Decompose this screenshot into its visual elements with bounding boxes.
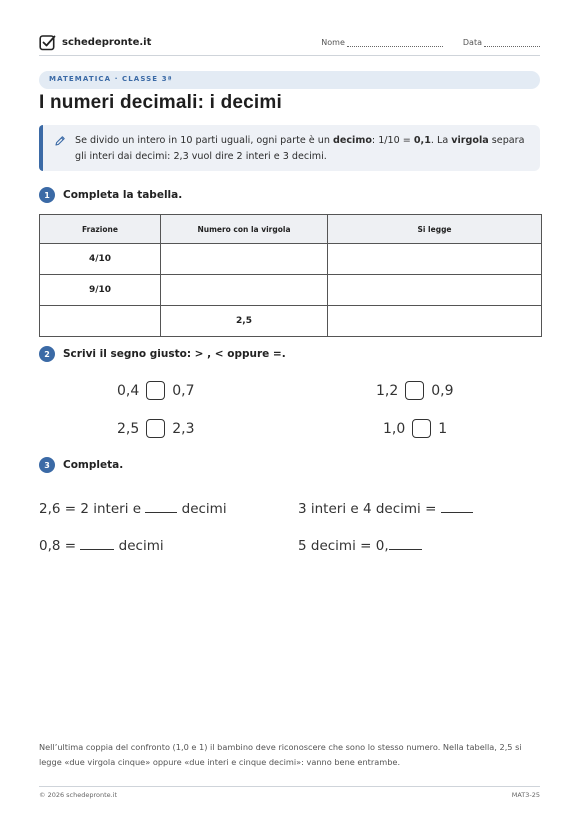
table-row: [40, 244, 542, 275]
footer-copyright: © 2026 schedepronte.it: [39, 791, 118, 799]
answer-box[interactable]: [146, 419, 165, 438]
section-2-heading: [39, 346, 286, 362]
answer-box[interactable]: [146, 381, 165, 400]
info-accent-bar: [39, 125, 43, 171]
name-label: Nome: [321, 37, 345, 47]
term-virgola: virgola: [451, 135, 489, 146]
term-decimo: decimo: [332, 135, 372, 146]
answer-blank[interactable]: [389, 537, 422, 550]
table-row: [40, 306, 542, 337]
answer-box[interactable]: [412, 419, 431, 438]
subject-badge: [39, 71, 540, 89]
section-number: 2: [39, 346, 55, 362]
table-cell-answer[interactable]: [328, 244, 542, 275]
header-divider: [39, 55, 540, 56]
subject-text: MATEMATICA · CLASSE 3ª: [49, 75, 173, 83]
page-title: I numeri decimali: i decimi: [39, 92, 282, 113]
name-line: [347, 38, 443, 47]
answer-blank[interactable]: [441, 500, 473, 513]
date-line: [484, 38, 540, 47]
table-cell-answer[interactable]: [161, 244, 328, 275]
teacher-note: Nell’ultima coppia del confronto (1,0 e 1) il bambino deve riconoscere che sono lo stesso numero. Nella tabella, 2,5 si legge «due virgola cinque» oppure «due interi e cinque decimi»: vanno bene entrambe.: [39, 742, 522, 767]
brand-name: schedepronte.it: [62, 36, 152, 48]
answer-blank[interactable]: [80, 537, 114, 550]
comparison-item: 0,4 0,7: [117, 382, 195, 399]
date-label: Data: [462, 37, 482, 47]
table-cell-answer[interactable]: [328, 306, 542, 337]
table-cell: 4/10: [40, 244, 161, 275]
info-box: [39, 125, 540, 171]
fraction-table: [39, 214, 542, 337]
fill-in-item: 0,8 = decimi: [39, 538, 164, 554]
section-number: 3: [39, 457, 55, 473]
table-cell-answer[interactable]: [161, 275, 328, 306]
fill-in-item: 5 decimi = 0,: [298, 537, 422, 554]
answer-blank[interactable]: [145, 500, 177, 513]
section-title: Scrivi il segno giusto: > , < oppure =.: [63, 348, 286, 360]
info-text: Se divido un intero in 10 parti uguali, ogni parte è un decimo: 1/10 = 0,1. La virgola separa gli interi dai decimi: 2,3 vuol dire 2 interi e 3 decimi.: [75, 135, 525, 162]
fill-in-item: 2,6 = 2 interi e decimi: [39, 501, 227, 517]
column-header: Si legge: [328, 215, 542, 244]
section-number: 1: [39, 187, 55, 203]
table-cell: 9/10: [40, 275, 161, 306]
column-header: Frazione: [40, 215, 161, 244]
comparison-item: 2,5 2,3: [117, 420, 195, 437]
column-header: Numero con la virgola: [161, 215, 328, 244]
answer-box[interactable]: [405, 381, 424, 400]
footer-code: MAT3-25: [511, 791, 540, 799]
value-0-1: 0,1: [413, 135, 431, 146]
footer-divider: [39, 786, 540, 787]
fill-in-item: 3 interi e 4 decimi =: [298, 500, 473, 517]
table-cell-answer[interactable]: [328, 275, 542, 306]
header-fields: [321, 38, 540, 47]
pencil-icon: [54, 135, 66, 147]
checkbox-logo-icon: [39, 34, 56, 51]
section-3-heading: [39, 457, 123, 473]
page-header: [39, 30, 540, 54]
section-1-heading: [39, 187, 182, 203]
table-cell-answer[interactable]: [40, 306, 161, 337]
table-header-row: [40, 215, 542, 244]
section-title: Completa la tabella.: [63, 189, 183, 201]
comparison-item: 1,2 0,9: [376, 382, 454, 399]
table-row: [40, 275, 542, 306]
section-title: Completa.: [63, 459, 124, 471]
comparison-item: 1,0 1: [383, 420, 448, 437]
table-cell: 2,5: [161, 306, 328, 337]
